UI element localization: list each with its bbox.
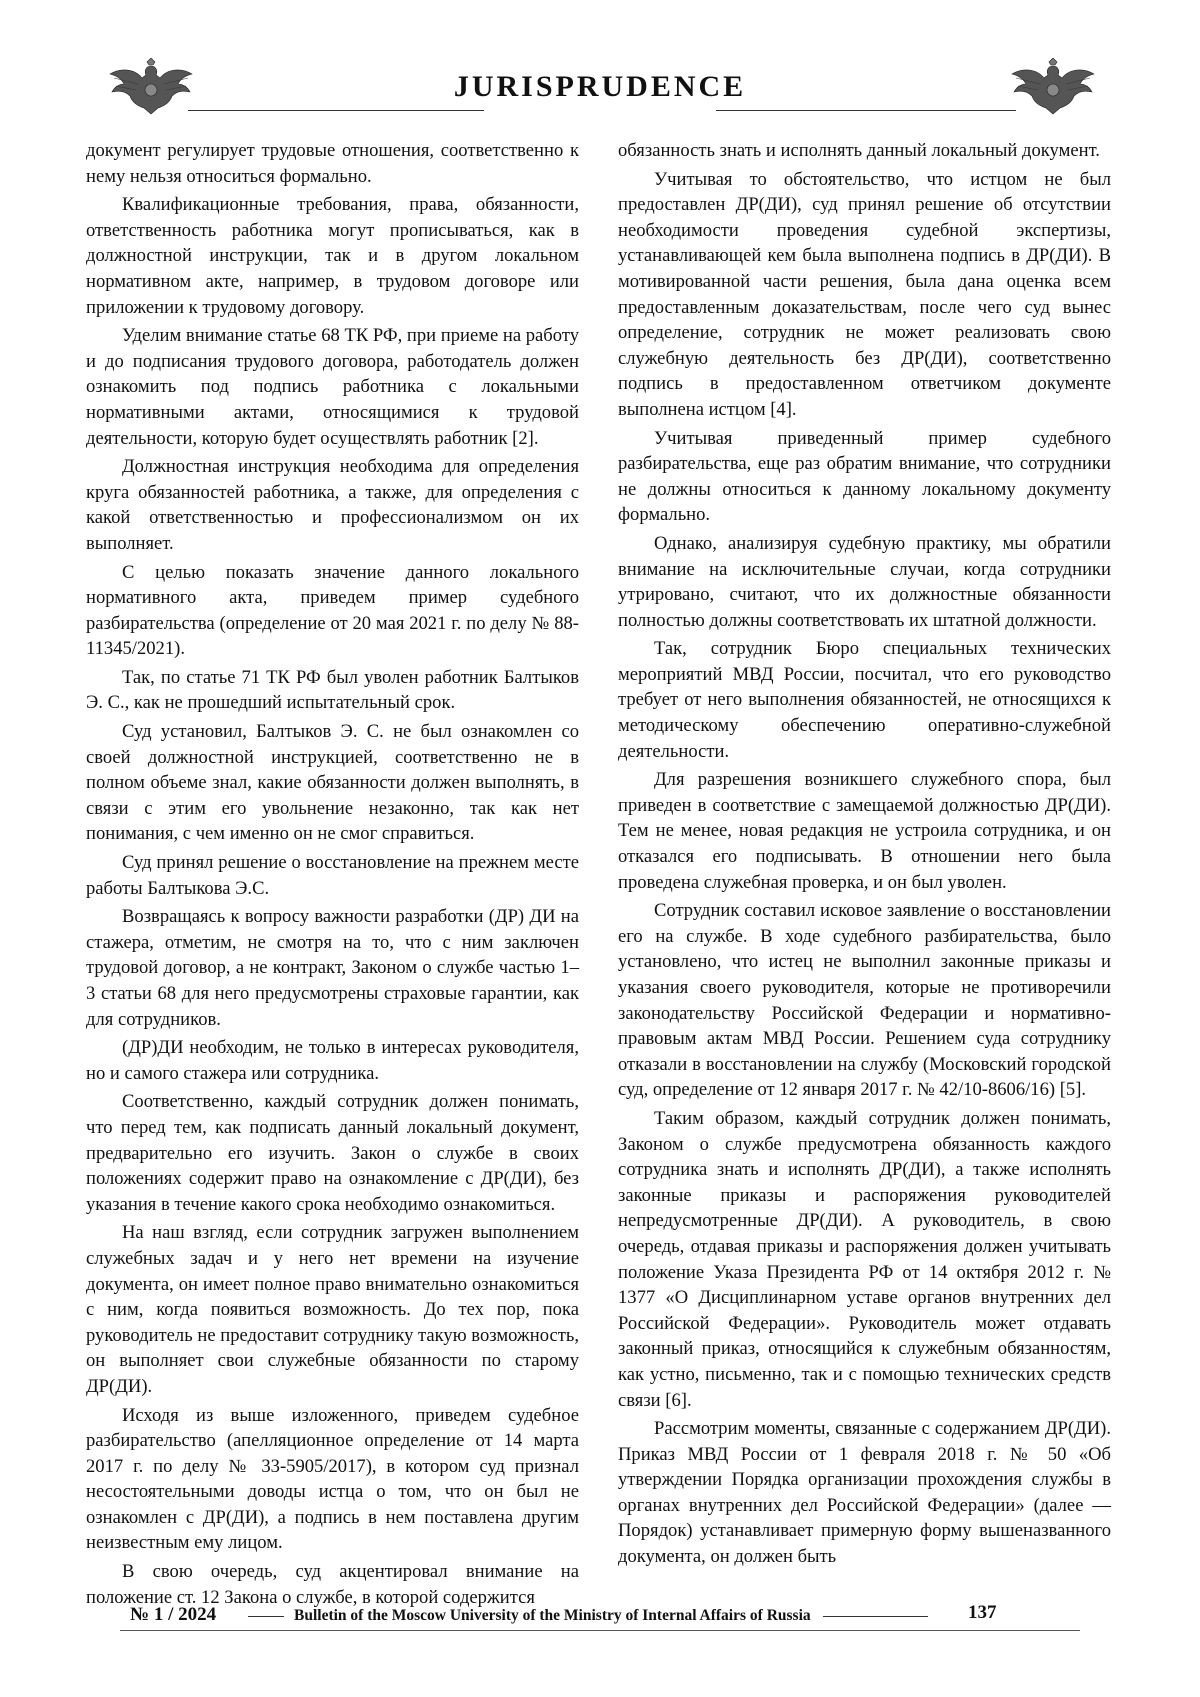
paragraph: Суд установил, Балтыков Э. С. не был ознакомлен со своей должностной инструкцией, соответственно не в полном объеме знал, какие обязанности должен выполнять, в связи с этим его увольнение незаконно, так как нет понимания, с чем именно он не смог справиться. (86, 721, 579, 845)
paragraph: Уделим внимание статье 68 ТК РФ, при приеме на работу и до подписания трудового договора, работодатель должен ознакомить под подпись работника с локальными нормативными актами, относящимися к трудовой деятельности, которую будет осуществлять работник [2]. (86, 325, 579, 449)
issue-number: № 1 / 2024 (130, 1604, 217, 1625)
paragraph: Учитывая то обстоятельство, что истцом не был предоставлен ДР(ДИ), суд принял решение об отсутствии необходимости проведения судебной экспертизы, устанавливающей кем была выполнена подпись в ДР(ДИ). В мотивированной части решения, была дана оценка всем предоставленным доказательствам, после чего суд вынес определение, сотрудник не может реализовать свою служебную деятельность без ДР(ДИ), соответственно подпись в предоставленном ответчиком документе выполнена истцом [4]. (618, 168, 1111, 420)
left-column (86, 138, 579, 1608)
journal-name: Bulletin of the Moscow University of the Ministry of Internal Affairs of Russia (294, 1607, 811, 1624)
paragraph: Суд принял решение о восстановление на прежнем месте работы Балтыкова Э.С. (86, 852, 579, 899)
paragraph: документ регулирует трудовые отношения, соответственно к нему нельзя относиться формально. (86, 140, 579, 187)
journal-section-title: JURISPRUDENCE (453, 70, 747, 103)
footer-dash (823, 1616, 928, 1617)
paragraph: Исходя из выше изложенного, приведем судебное разбирательство (апелляционное определение от 14 марта 2017 г. по делу № 33-5905/2017), в котором суд признал несостоятельными доводы истца о том, что он был не ознакомлен с ДР(ДИ), а подпись в нем поставлена другим неизвестным ему лицом. (86, 1404, 579, 1554)
paragraph: Так, по статье 71 ТК РФ был уволен работник Балтыков Э. С., как не прошедший испытательный срок. (86, 666, 579, 714)
paragraph: Таким образом, каждый сотрудник должен понимать, Законом о службе предусмотрена обязанность каждого сотрудника знать и исполнять ДР(ДИ), а также исполнять законные приказы и распоряжения руководителей непредусмотренные ДР(ДИ). А руководитель, в свою очередь, отдавая приказы и распоряжения должен учитывать положение Указа Президента РФ от 14 октября 2012 г. № 1377 «О Дисциплинарном уставе органов внутренних дел Российской Федерации». Руководитель может отдавать законный приказ, относящийся к служебным обязанностям, как устно, письменно, так и с помощью технических средств связи [6]. (618, 1107, 1111, 1411)
article-body (86, 138, 1111, 1608)
footer-dash (248, 1616, 284, 1617)
paragraph: Так, сотрудник Бюро специальных технических мероприятий МВД России, посчитал, что его руководство требует от него выполнения обязанностей, не относящихся к методическому обеспечению оперативно-служебной деятельности. (618, 638, 1111, 762)
footer-rule (120, 1630, 1080, 1631)
page-number: 137 (968, 1602, 997, 1623)
header-rule-left (188, 110, 484, 111)
page-header (0, 58, 1200, 118)
paragraph: Сотрудник составил исковое заявление о восстановлении его на службе. В ходе судебного разбирательства, было установлено, что истец не выполнил законные приказы и указания своего руководителя, которые не противоречили законодательству Российской Федерации и нормативно-правовым актам МВД России. Решением суда сотруднику отказали в восстановлении на службу (Московский городской суд, определение от 12 января 2017 г. № 42/10-8606/16) [5]. (618, 900, 1111, 1101)
paragraph: Соответственно, каждый сотрудник должен понимать, что перед тем, как подписать данный локальный документ, предварительно его изучить. Закон о службе в своих положениях содержит право на ознакомление с ДР(ДИ), без указания в течение какого срока необходимо ознакомиться. (86, 1091, 579, 1215)
paragraph: Для разрешения возникшего служебного спора, был приведен в соответствие с замещаемой должностью ДР(ДИ). Тем не менее, новая редакция не устроила сотрудника, и он отказался его подписывать. В отношении него была проведена служебная проверка, и он был уволен. (618, 769, 1111, 893)
paragraph: С целью показать значение данного локального нормативного акта, приведем пример судебного разбирательства (определение от 20 мая 2021 г. по делу № 88-11345/2021). (86, 561, 579, 660)
paragraph: Должностная инструкция необходима для определения круга обязанностей работника, а также, для определения с какой ответственностью и профессионализмом он их выполняет. (86, 456, 579, 554)
paragraph: Учитывая приведенный пример судебного разбирательства, еще раз обратим внимание, что сотрудники не должны относиться к данному локальному документу формально. (618, 427, 1111, 526)
paragraph: Однако, анализируя судебную практику, мы обратили внимание на исключительные случаи, когда сотрудники утрировано, считают, что их должностные обязанности полностью должны соответствовать их штатной должности. (618, 532, 1111, 631)
paragraph: обязанность знать и исполнять данный локальный документ. (618, 140, 1100, 161)
right-column (618, 138, 1111, 1568)
page-footer (130, 1602, 1084, 1632)
paragraph: Рассмотрим моменты, связанные с содержанием ДР(ДИ). Приказ МВД России от 1 февраля 2018 г. № 50 «Об утверждении Порядка организации прохождения службы в органах внутренних дел Российской Федерации» (далее — Порядок) устанавливает примерную форму вышеназванного документа, он должен быть (618, 1418, 1111, 1568)
paragraph: На наш взгляд, если сотрудник загружен выполнением служебных задач и у него нет времени на изучение документа, он имеет полное право внимательно ознакомиться с ним, когда появиться возможность. До тех пор, пока руководитель не предоставит сотруднику такую возможность, он выполняет свои служебные обязанности по старому ДР(ДИ). (86, 1222, 579, 1397)
paragraph: Возвращаясь к вопросу важности разработки (ДР) ДИ на стажера, отметим, не смотря на то, что с ним заключен трудовой договор, а не контракт, Законом о службе частью 1–3 статьи 68 для него предусмотрены страховые гарантии, как для сотрудников. (86, 906, 579, 1030)
paragraph: В свою очередь, суд акцентировал внимание на положение ст. 12 Закона о службе, в которой содержится (86, 1561, 579, 1608)
eagle-emblem-icon (1010, 58, 1096, 116)
paragraph: (ДР)ДИ необходим, не только в интересах руководителя, но и самого стажера или сотрудника. (86, 1037, 579, 1084)
header-rule-right (716, 110, 1016, 111)
paragraph: Квалификационные требования, права, обязанности, ответственность работника могут прописываться, как в должностной инструкции, так и в другом локальном нормативном акте, например, в трудовом договоре или приложении к трудовому договору. (86, 194, 579, 318)
